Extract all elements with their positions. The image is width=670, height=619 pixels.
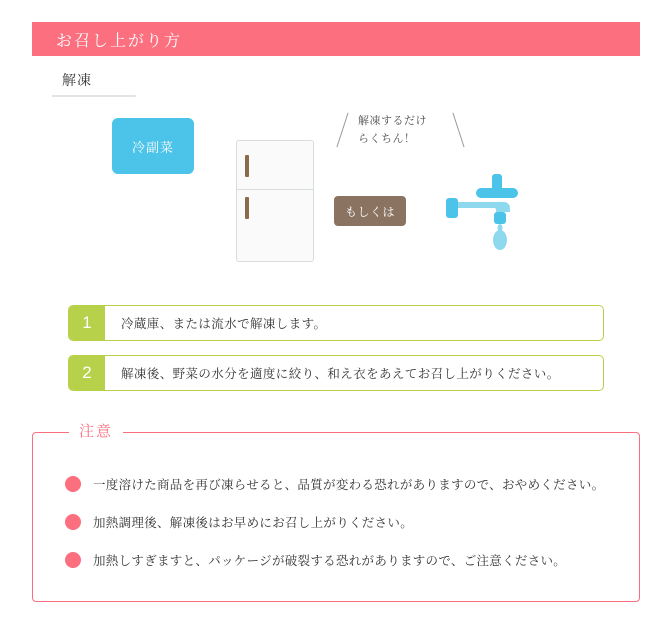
bullet-dot-icon bbox=[65, 552, 81, 568]
product-badge-label: 冷副菜 bbox=[131, 139, 174, 155]
caution-item bbox=[33, 503, 639, 541]
refrigerator-upper-handle bbox=[245, 155, 249, 177]
illustration-area bbox=[0, 100, 670, 295]
step-number: 2 bbox=[69, 356, 105, 390]
step-text: 解凍後、野菜の水分を適度に絞り、和え衣をあえてお召し上がりください。 bbox=[121, 367, 560, 381]
refrigerator-lower-handle bbox=[245, 197, 249, 219]
step-item bbox=[68, 305, 604, 341]
handwritten-note bbox=[330, 104, 490, 160]
refrigerator-door-divider bbox=[237, 189, 313, 190]
caution-text: 加熱しすぎますと、パッケージが破裂する恐れがありますので、ご注意ください。 bbox=[93, 554, 567, 568]
note-line-2: らくちん！ bbox=[358, 133, 416, 145]
subsection-label: 解凍 bbox=[62, 72, 92, 88]
caution-title: 注意 bbox=[69, 420, 123, 441]
caution-text: 加熱調理後、解凍後はお早めにお召し上がりください。 bbox=[93, 516, 414, 530]
or-chip bbox=[334, 196, 406, 226]
page-title: お召し上がり方 bbox=[56, 32, 183, 50]
subsection-underline bbox=[52, 95, 136, 97]
section-header-band bbox=[32, 22, 640, 56]
bullet-dot-icon bbox=[65, 514, 81, 530]
bullet-dot-icon bbox=[65, 476, 81, 492]
or-chip-label: もしくは bbox=[344, 204, 395, 219]
caution-item bbox=[33, 541, 639, 579]
caution-item bbox=[33, 465, 639, 503]
caution-list bbox=[33, 465, 639, 579]
note-right-slash bbox=[452, 113, 464, 148]
note-left-slash bbox=[336, 113, 348, 148]
step-item bbox=[68, 355, 604, 391]
steps-list bbox=[68, 305, 604, 405]
subsection-heading bbox=[52, 70, 252, 97]
step-number: 1 bbox=[69, 306, 105, 340]
step-text: 冷蔵庫、または流水で解凍します。 bbox=[121, 317, 327, 331]
faucet-icon bbox=[432, 168, 532, 258]
caution-text: 一度溶けた商品を再び凍らせると、品質が変わる恐れがありますので、おやめください。 bbox=[93, 478, 605, 492]
refrigerator-icon bbox=[236, 140, 314, 262]
product-badge bbox=[112, 118, 194, 174]
caution-box bbox=[32, 423, 640, 602]
note-line-1: 解凍するだけ bbox=[358, 115, 427, 127]
